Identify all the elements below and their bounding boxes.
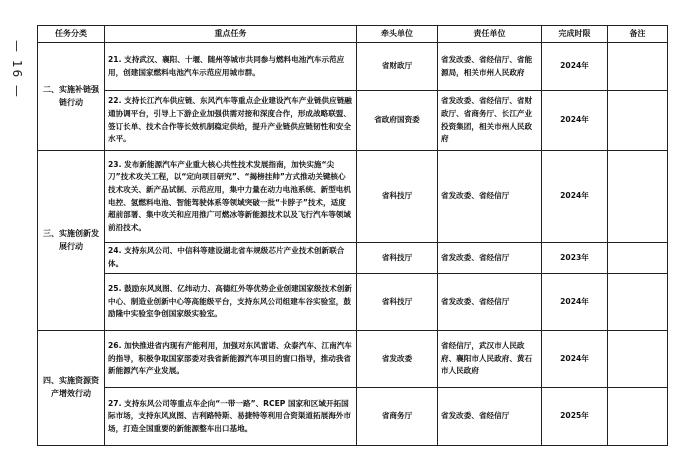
note-cell xyxy=(608,151,668,243)
note-cell xyxy=(608,91,668,151)
header-row xyxy=(38,26,668,43)
header-task: 重点任务 xyxy=(105,26,357,43)
table-row xyxy=(38,91,668,151)
note-cell xyxy=(608,331,668,388)
lead-unit-cell: 省财政厅 xyxy=(357,43,438,91)
responsible-unit-cell: 省发改委、省经信厅 xyxy=(438,243,542,274)
note-cell xyxy=(608,274,668,331)
deadline-cell: 2024年 xyxy=(542,331,608,388)
lead-unit-cell: 省科技厅 xyxy=(357,243,438,274)
task-cell: 26. 加快推进省内现有产能利用，加强对东风雷诺、众泰汽车、江南汽车的指导，积极争取国家部委对我省新能源汽车项目的窗口指导，推动我省新能源汽车产业发展。 xyxy=(105,331,357,388)
lead-unit-cell: 省科技厅 xyxy=(357,151,438,243)
page-number: — 16 — xyxy=(10,40,24,99)
note-cell xyxy=(608,243,668,274)
responsible-unit-cell: 省发改委、省经信厅 xyxy=(438,388,542,446)
note-cell xyxy=(608,388,668,446)
task-table xyxy=(37,25,668,446)
deadline-cell: 2024年 xyxy=(542,91,608,151)
category-cell: 四、实施资源资产增效行动 xyxy=(38,331,105,446)
header-category: 任务分类 xyxy=(38,26,105,43)
deadline-cell: 2024年 xyxy=(542,151,608,243)
lead-unit-cell: 省发改委 xyxy=(357,331,438,388)
header-lead-unit: 牵头单位 xyxy=(357,26,438,43)
category-cell: 三、实施创新发展行动 xyxy=(38,151,105,331)
responsible-unit-cell: 省经信厅，武汉市人民政府、襄阳市人民政府、黄石市人民政府 xyxy=(438,331,542,388)
task-cell: 24. 支持东风公司、中信科等建设湖北省车规级芯片产业技术创新联合体。 xyxy=(105,243,357,274)
header-deadline: 完成时限 xyxy=(542,26,608,43)
deadline-cell: 2024年 xyxy=(542,274,608,331)
deadline-cell: 2023年 xyxy=(542,243,608,274)
table-row xyxy=(38,388,668,446)
category-cell: 二、实施补链强链行动 xyxy=(38,43,105,151)
header-responsible-unit: 责任单位 xyxy=(438,26,542,43)
task-cell: 23. 发布新能源汽车产业重大核心共性技术发展指南，加快实施“尖刀”技术攻关工程，以“定向项目研究”、“揭榜挂帅”方式推动关键核心技术攻关、新产品试制、示范应用，集中力量在动力电池系统、新型电机电控、氢燃料电池、智能驾驶体系等领域突破一批“卡脖子”技术，适度超前部署、集中攻关和应用推广可燃冰等新能源技术以及飞行汽车等领域前沿技术。 xyxy=(105,151,357,243)
lead-unit-cell: 省商务厅 xyxy=(357,388,438,446)
responsible-unit-cell: 省发改委、省经信厅 xyxy=(438,274,542,331)
responsible-unit-cell: 省发改委、省经信厅、省能源局，相关市州人民政府 xyxy=(438,43,542,91)
deadline-cell: 2025年 xyxy=(542,388,608,446)
deadline-cell: 2024年 xyxy=(542,43,608,91)
table-row xyxy=(38,331,668,388)
note-cell xyxy=(608,43,668,91)
task-cell: 22. 支持长江汽车供应链、东风汽车等重点企业建设汽车产业链供应链融通协调平台，引导上下游企业加强供需对接和深度合作，形成战略联盟、签订长单、技术合作等长效机制稳定供给，提升产业链供应链韧性和安全水平。 xyxy=(105,91,357,151)
task-cell: 27. 支持东风公司等重点车企向“一带一路”、RCEP 国家和区域开拓国际市场，支持东风岚图、吉利路特斯、易捷特等利用合资渠道拓展海外市场，打造全国重要的新能源整车出口基地。 xyxy=(105,388,357,446)
table-row xyxy=(38,274,668,331)
task-cell: 25. 鼓励东风岚图、亿纬动力、高德红外等优势企业创建国家级技术创新中心、制造业创新中心等高能级平台，支持东风公司组建车谷实验室，鼓励隆中实验室争创国家级实验室。 xyxy=(105,274,357,331)
table-row xyxy=(38,43,668,91)
responsible-unit-cell: 省发改委、省经信厅、省财政厅、省商务厅、长江产业投资集团，相关市州人民政府 xyxy=(438,91,542,151)
task-cell: 21. 支持武汉、襄阳、十堰、随州等城市共同参与燃料电池汽车示范应用，创建国家燃料电池汽车示范应用城市群。 xyxy=(105,43,357,91)
lead-unit-cell: 省科技厅 xyxy=(357,274,438,331)
header-note: 备注 xyxy=(608,26,668,43)
lead-unit-cell: 省政府国资委 xyxy=(357,91,438,151)
responsible-unit-cell: 省发改委、省经信厅 xyxy=(438,151,542,243)
table-row xyxy=(38,151,668,243)
table-row xyxy=(38,243,668,274)
